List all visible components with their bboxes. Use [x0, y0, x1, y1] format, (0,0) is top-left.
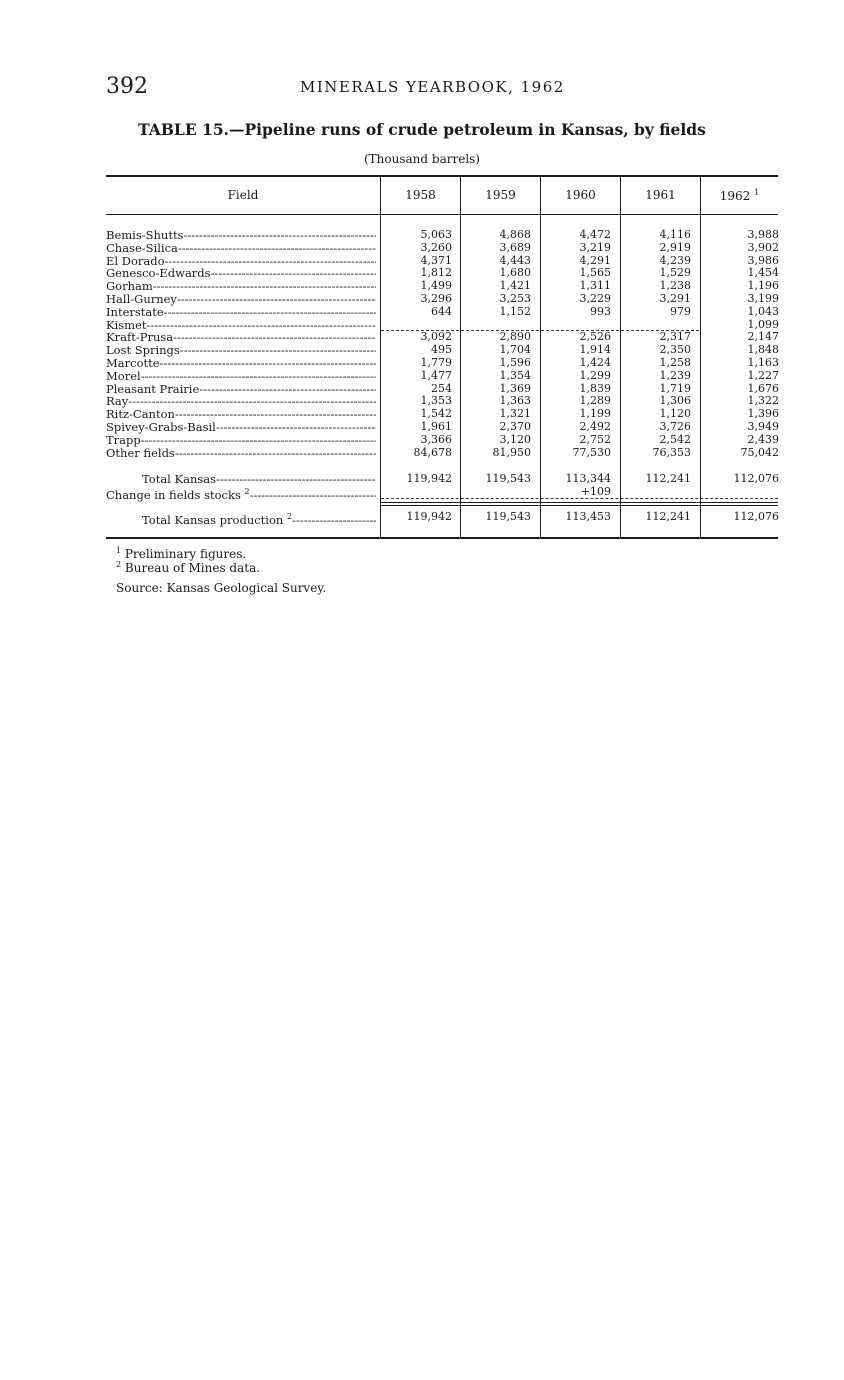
table-row	[106, 370, 778, 383]
table-row	[106, 242, 778, 255]
field-name: El Dorado -----	[106, 255, 376, 268]
cell-1958: 1,961	[420, 419, 452, 433]
cell-1962: 1,196	[747, 279, 779, 293]
cell-1958: 644	[431, 304, 452, 318]
cell-1960: 4,291	[579, 253, 611, 267]
cell-1959: 1,369	[499, 381, 531, 395]
cell-1959: 3,689	[499, 240, 531, 254]
cell-1961: 2,350	[659, 343, 691, 357]
header-1958: 1958	[405, 188, 436, 202]
cell-1958: 5,063	[420, 228, 452, 241]
table-row	[106, 293, 778, 306]
field-name: Pleasant Prairie -----	[106, 383, 376, 396]
footnote-mark: 2	[244, 487, 250, 496]
cell-1961: 3,291	[659, 291, 691, 305]
cell-1959: 3,253	[499, 291, 531, 305]
total-production-label: Total Kansas production $^2$ -----	[142, 510, 376, 527]
total-1960: 113,344	[565, 472, 611, 485]
footnote-mark: 2	[116, 560, 122, 569]
field-name: Gorham -----	[106, 280, 376, 293]
total-kansas-row	[106, 472, 778, 486]
header-1962: 1962 $^1$	[719, 188, 760, 203]
cell-1958: 495	[431, 343, 452, 357]
cell-1962: 1,043	[747, 304, 779, 318]
cell-1961: 76,353	[652, 445, 691, 459]
change-stocks-label: Change in fields stocks $^2$ -----	[106, 485, 376, 502]
double-rule-bottom	[381, 505, 778, 506]
cell-1960: 2,752	[579, 432, 611, 446]
running-head: MINERALS YEARBOOK, 1962	[300, 78, 565, 96]
cell-1958: 254	[431, 381, 452, 395]
cell-1962: 1,322	[747, 394, 779, 408]
cell-1960: 77,530	[572, 445, 611, 459]
cell-1958: 3,366	[420, 432, 452, 446]
kismet-gap-rule	[381, 330, 699, 331]
double-rule-top	[381, 502, 778, 503]
field-name: Bemis-Shutts -----	[106, 229, 376, 242]
field-name: Ray -----	[106, 395, 376, 408]
footnote-mark: 1	[116, 546, 122, 555]
cell-1959: 1,596	[499, 355, 531, 369]
cell-1962: 1,163	[747, 355, 779, 369]
header-1961: 1961	[645, 188, 676, 202]
cell-1960: 3,229	[579, 291, 611, 305]
total-production-row	[106, 510, 779, 527]
cell-1959: 1,704	[499, 343, 531, 357]
footnote-mark: 1	[754, 188, 760, 197]
field-name: Ritz-Canton -----	[106, 408, 376, 421]
total-1958: 119,942	[406, 472, 452, 485]
cell-1961: 3,726	[659, 419, 691, 433]
field-name: Marcotte -----	[106, 357, 376, 370]
cell-1959: 2,370	[499, 419, 531, 433]
table-row	[106, 306, 778, 319]
cell-1960: 1,199	[579, 407, 611, 421]
header-bottom-rule	[106, 214, 778, 215]
cell-1960: 1,424	[579, 355, 611, 369]
cell-1960: 1,289	[579, 394, 611, 408]
cell-1959: 1,363	[499, 394, 531, 408]
cell-1961: 2,542	[659, 432, 691, 446]
cell-1958: 3,296	[420, 291, 452, 305]
cell-1958: 1,542	[420, 407, 452, 421]
cell-1961: 1,258	[659, 355, 691, 369]
cell-1960: 1,299	[579, 368, 611, 382]
cell-1962: 75,042	[740, 445, 779, 459]
cell-1961: 1,120	[659, 407, 691, 421]
cell-1958: 84,678	[413, 445, 452, 459]
field-name: Interstate -----	[106, 306, 376, 319]
cell-1959: 2,890	[499, 330, 531, 344]
cell-1959: 1,152	[499, 304, 531, 318]
field-name: Kismet -----	[106, 319, 376, 332]
cell-1962: 1,676	[747, 381, 779, 395]
cell-1962: 1,848	[747, 343, 779, 357]
footnote-2: $^2$ Bureau of Mines data.	[116, 560, 261, 575]
change-1960: +109	[580, 485, 611, 498]
production-1961: 112,241	[645, 510, 691, 523]
cell-1959: 4,443	[499, 253, 531, 267]
production-1958: 119,942	[406, 510, 452, 523]
total-kansas-label: Total Kansas -----	[142, 472, 376, 486]
cell-1959: 81,950	[492, 445, 531, 459]
cell-1958: 3,092	[420, 330, 452, 344]
cell-1959: 4,868	[499, 228, 531, 241]
field-name: Spivey-Grabs-Basil -----	[106, 421, 376, 434]
footnote-1: $^1$ Preliminary figures.	[116, 546, 247, 561]
cell-1958: 1,812	[420, 266, 452, 280]
table-title: TABLE 15.—Pipeline runs of crude petroleum in Kansas, by fields	[138, 120, 706, 139]
table-row	[106, 229, 778, 242]
cell-1961: 1,306	[659, 394, 691, 408]
cell-1962: 3,902	[747, 240, 779, 254]
cell-1962: 2,439	[747, 432, 779, 446]
cell-1960: 1,311	[579, 279, 611, 293]
cell-1959: 1,421	[499, 279, 531, 293]
table-subtitle: (Thousand barrels)	[364, 152, 480, 166]
cell-1962: 3,986	[747, 253, 779, 267]
header-1960: 1960	[565, 188, 596, 202]
cell-1962: 2,147	[747, 330, 779, 344]
field-name: Other fields -----	[106, 447, 376, 460]
production-1959: 119,543	[485, 510, 531, 523]
cell-1959: 3,120	[499, 432, 531, 446]
cell-1961: 2,919	[659, 240, 691, 254]
field-name: Lost Springs -----	[106, 344, 376, 357]
cell-1958: 1,499	[420, 279, 452, 293]
production-1962: 112,076	[733, 510, 779, 523]
cell-1960: 2,526	[579, 330, 611, 344]
field-name: Genesco-Edwards -----	[106, 267, 376, 280]
cell-1961: 1,239	[659, 368, 691, 382]
cell-1961: 1,238	[659, 279, 691, 293]
cell-1959: 1,321	[499, 407, 531, 421]
table-row	[106, 357, 778, 370]
cell-1962: 3,988	[747, 228, 779, 241]
field-name: Chase-Silica -----	[106, 242, 376, 255]
cell-1960: 993	[590, 304, 611, 318]
table-top-rule	[106, 175, 778, 177]
cell-1961: 979	[670, 304, 691, 318]
cell-1958: 4,371	[420, 253, 452, 267]
cell-1960: 4,472	[579, 228, 611, 241]
cell-1960: 2,492	[579, 419, 611, 433]
source-note: Source: Kansas Geological Survey.	[116, 581, 327, 595]
cell-1960: 1,839	[579, 381, 611, 395]
cell-1960: 1,565	[579, 266, 611, 280]
total-1959: 119,543	[485, 472, 531, 485]
cell-1961: 4,116	[659, 228, 691, 241]
table-bottom-rule	[106, 537, 778, 539]
table-row	[106, 447, 778, 460]
cell-1961: 1,529	[659, 266, 691, 280]
footnote-mark: 2	[286, 512, 293, 521]
total-1961: 112,241	[645, 472, 691, 485]
field-name: Trapp -----	[106, 434, 376, 447]
field-name: Morel -----	[106, 370, 376, 383]
total-dash-rule	[381, 498, 778, 499]
cell-1962: 1,454	[747, 266, 779, 280]
cell-1960: 1,914	[579, 343, 611, 357]
cell-1958: 1,779	[420, 355, 452, 369]
cell-1958: 1,477	[420, 368, 452, 382]
table-body	[106, 229, 778, 459]
cell-1961: 1,719	[659, 381, 691, 395]
table-row	[106, 434, 778, 447]
page-number: 392	[106, 74, 148, 99]
cell-1962: 1,099	[747, 317, 779, 331]
field-name: Hall-Gurney -----	[106, 293, 376, 306]
cell-1958: 1,353	[420, 394, 452, 408]
change-stocks-row	[106, 485, 778, 502]
cell-1958: 3,260	[420, 240, 452, 254]
field-name: Kraft-Prusa -----	[106, 331, 376, 344]
cell-1962: 1,396	[747, 407, 779, 421]
production-1960: 113,453	[565, 510, 611, 523]
header-1959: 1959	[485, 188, 516, 202]
cell-1959: 1,354	[499, 368, 531, 382]
cell-1962: 3,199	[747, 291, 779, 305]
table-row	[106, 421, 778, 434]
header-field: Field	[227, 188, 259, 202]
cell-1960: 3,219	[579, 240, 611, 254]
cell-1962: 3,949	[747, 419, 779, 433]
cell-1961: 2,317	[659, 330, 691, 344]
cell-1959: 1,680	[499, 266, 531, 280]
cell-1961: 4,239	[659, 253, 691, 267]
cell-1962: 1,227	[747, 368, 779, 382]
total-1962: 112,076	[733, 472, 779, 485]
